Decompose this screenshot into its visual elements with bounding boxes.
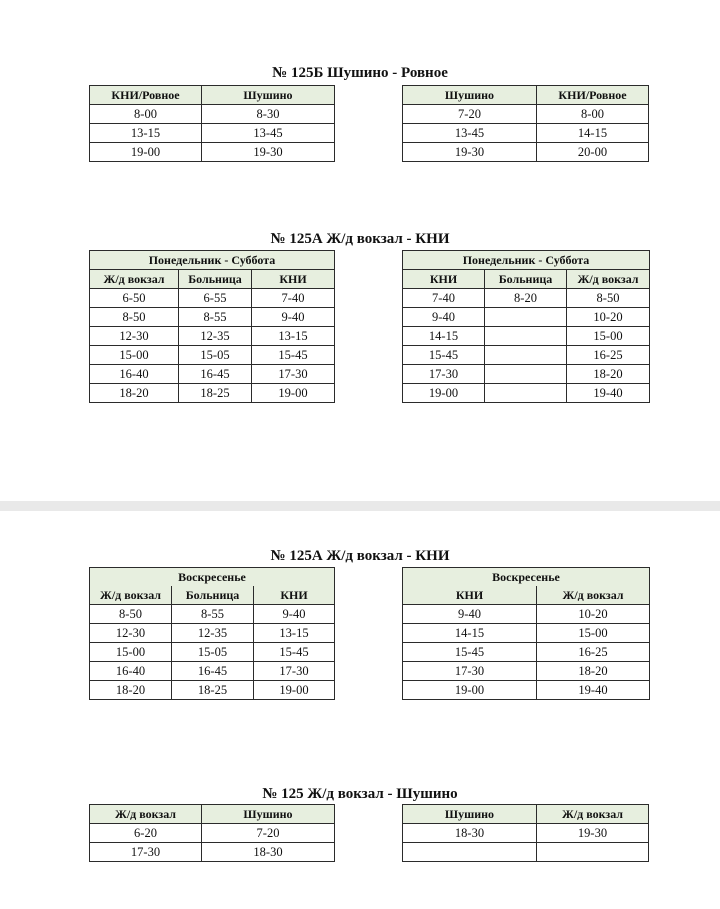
time-cell: 10-20 [537,605,650,624]
table-row [90,327,335,346]
time-cell: 17-30 [252,365,335,384]
time-cell: 8-55 [179,308,252,327]
time-cell: 7-20 [202,824,335,843]
header-cell: Больница [179,270,252,289]
time-cell: 20-00 [537,143,649,162]
time-cell: 19-00 [403,384,485,403]
header-cell: КНИ [403,270,485,289]
time-cell: 19-40 [567,384,650,403]
time-cell: 19-30 [537,824,649,843]
section-1-left-table [89,85,335,162]
time-cell: 9-40 [403,605,537,624]
time-cell: 16-25 [567,346,650,365]
time-cell: 17-30 [403,662,537,681]
header-cell: Ж/д вокзал [537,586,650,605]
time-cell: 16-45 [179,365,252,384]
time-cell: 12-35 [179,327,252,346]
section-2-left-table [89,250,335,403]
time-cell: 18-20 [90,681,172,700]
table-row [403,346,650,365]
table-row [90,843,335,862]
header-cell: Шушино [202,805,335,824]
time-cell: 19-40 [537,681,650,700]
time-cell: 15-00 [567,327,650,346]
header-cell: Больница [172,586,254,605]
time-cell [485,384,567,403]
time-cell: 13-15 [90,124,202,143]
time-cell: 6-50 [90,289,179,308]
time-cell: 16-25 [537,643,650,662]
time-cell: 16-45 [172,662,254,681]
time-cell: 17-30 [254,662,335,681]
time-cell: 8-50 [90,308,179,327]
table-row [90,662,335,681]
table-row [90,824,335,843]
time-cell [485,365,567,384]
table-row [403,824,649,843]
table-row [403,662,650,681]
table-row [403,289,650,308]
time-cell [485,308,567,327]
time-cell: 19-30 [403,143,537,162]
time-cell: 17-30 [403,365,485,384]
table-row [90,624,335,643]
time-cell: 13-15 [252,327,335,346]
time-cell: 8-55 [172,605,254,624]
table-row [90,289,335,308]
table-row [403,124,649,143]
header-cell: Ж/д вокзал [90,270,179,289]
table-row [403,843,649,862]
table-row [403,365,650,384]
header-cell: Ж/д вокзал [90,805,202,824]
header-cell: Шушино [202,86,335,105]
time-cell: 19-30 [202,143,335,162]
time-cell: 14-15 [403,327,485,346]
header-cell: Шушино [403,86,537,105]
time-cell: 19-00 [403,681,537,700]
time-cell: 15-05 [179,346,252,365]
section-3-right-table [402,567,650,700]
time-cell: 8-20 [485,289,567,308]
table-row [90,346,335,365]
group-header: Воскресенье [90,568,335,587]
header-cell: КНИ/Ровное [537,86,649,105]
time-cell: 8-00 [537,105,649,124]
table-row [90,681,335,700]
header-cell: КНИ [252,270,335,289]
section-1-right-table [402,85,649,162]
section-2-right-table [402,250,650,403]
time-cell: 7-40 [252,289,335,308]
section-1-title: № 125Б Шушино - Ровное [272,65,448,81]
header-cell: Больница [485,270,567,289]
time-cell: 10-20 [567,308,650,327]
table-row [403,643,650,662]
time-cell: 15-45 [254,643,335,662]
time-cell: 14-15 [537,124,649,143]
time-cell: 18-30 [202,843,335,862]
time-cell [403,843,537,862]
time-cell [485,327,567,346]
time-cell: 12-35 [172,624,254,643]
table-row [403,384,650,403]
header-cell: Шушино [403,805,537,824]
time-cell: 14-15 [403,624,537,643]
time-cell: 8-50 [90,605,172,624]
table-row [90,605,335,624]
time-cell: 15-45 [403,346,485,365]
group-header: Воскресенье [403,568,650,587]
section-3-left-table [89,567,335,700]
time-cell [537,843,649,862]
section-4-left-table [89,804,335,862]
page-separator [0,501,720,511]
time-cell: 8-30 [202,105,335,124]
time-cell: 15-45 [252,346,335,365]
time-cell [485,346,567,365]
time-cell: 7-20 [403,105,537,124]
time-cell: 15-00 [537,624,650,643]
time-cell: 7-40 [403,289,485,308]
time-cell: 13-15 [254,624,335,643]
time-cell: 18-20 [567,365,650,384]
time-cell: 15-45 [403,643,537,662]
time-cell: 18-20 [90,384,179,403]
time-cell: 18-25 [179,384,252,403]
time-cell: 8-00 [90,105,202,124]
table-row [90,105,335,124]
time-cell: 18-30 [403,824,537,843]
header-cell: Ж/д вокзал [90,586,172,605]
header-cell: КНИ [254,586,335,605]
table-row [403,105,649,124]
time-cell: 9-40 [252,308,335,327]
table-row [403,327,650,346]
table-row [90,643,335,662]
header-cell: Ж/д вокзал [567,270,650,289]
time-cell: 13-45 [202,124,335,143]
table-row [90,124,335,143]
time-cell: 9-40 [254,605,335,624]
section-4-title: № 125 Ж/д вокзал - Шушино [262,786,458,802]
time-cell: 15-00 [90,346,179,365]
group-header: Понедельник - Суббота [403,251,650,270]
group-header: Понедельник - Суббота [90,251,335,270]
table-row [403,143,649,162]
time-cell: 13-45 [403,124,537,143]
section-4-right-table [402,804,649,862]
time-cell: 15-00 [90,643,172,662]
time-cell: 12-30 [90,327,179,346]
time-cell: 16-40 [90,365,179,384]
time-cell: 19-00 [252,384,335,403]
table-row [403,624,650,643]
section-3-title: № 125А Ж/д вокзал - КНИ [270,548,450,564]
time-cell: 19-00 [90,143,202,162]
header-cell: КНИ/Ровное [90,86,202,105]
header-cell: КНИ [403,586,537,605]
time-cell: 19-00 [254,681,335,700]
table-row [90,384,335,403]
table-row [90,143,335,162]
table-row [90,365,335,384]
table-row [403,308,650,327]
time-cell: 16-40 [90,662,172,681]
table-row [90,308,335,327]
table-row [403,605,650,624]
time-cell: 6-55 [179,289,252,308]
time-cell: 17-30 [90,843,202,862]
time-cell: 18-25 [172,681,254,700]
header-cell: Ж/д вокзал [537,805,649,824]
time-cell: 6-20 [90,824,202,843]
section-2-title: № 125А Ж/д вокзал - КНИ [270,231,450,247]
table-row [403,681,650,700]
time-cell: 18-20 [537,662,650,681]
time-cell: 15-05 [172,643,254,662]
time-cell: 12-30 [90,624,172,643]
time-cell: 8-50 [567,289,650,308]
time-cell: 9-40 [403,308,485,327]
